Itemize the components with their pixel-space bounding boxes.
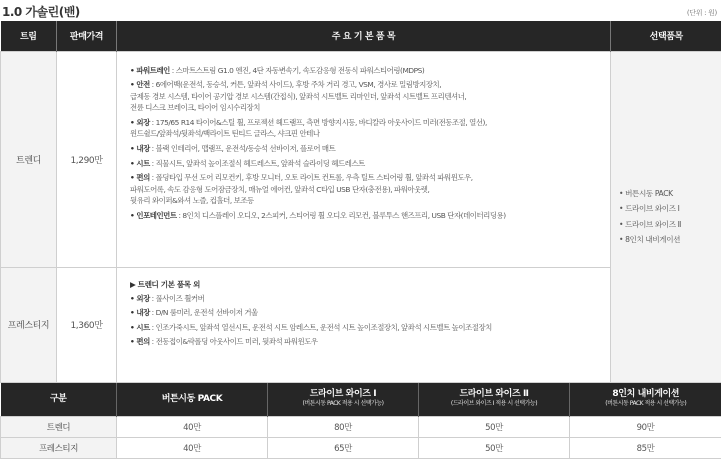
spec-category: • 시트 — [130, 322, 150, 332]
column-header — [570, 383, 721, 416]
column-header-trim: 트림 — [1, 21, 57, 51]
column-header-label: 버튼시동 PACK — [161, 394, 223, 405]
spec-item — [130, 292, 602, 307]
column-header-label: 8인치 내비게이션 — [612, 389, 680, 400]
option-item: • 8인치 내비게이션 — [619, 234, 681, 244]
spec-list — [117, 51, 611, 267]
spec-text: : 폴딩타입 무선 도어 리모컨키, 후방 모니터, 오토 라이트 컨트롤, 우측 틸트 스티어링 휠, 앞좌석 파워윈도우, — [149, 173, 473, 183]
unit-note: (단위 : 원) — [686, 9, 717, 17]
option-price: 80만 — [268, 416, 419, 437]
page-title: 1.0 가솔린(밴) — [2, 5, 80, 19]
spec-category: • 외장 — [130, 117, 150, 127]
option-price: 40만 — [117, 437, 268, 458]
spec-item — [130, 128, 602, 140]
table-header-row — [1, 21, 721, 51]
spec-text: 급제동 경보 시스템, 타이어 공기압 경보 시스템(간접식), 앞좌석 시트벨트 리마인더, 앞좌석 시트벨트 프리텐셔너, — [130, 91, 467, 101]
spec-item — [130, 102, 602, 114]
spec-category: • 내장 — [130, 308, 150, 317]
spec-text: 뒷유리 와이퍼&와셔 노즐, 컵홀더, 보조등 — [130, 196, 254, 206]
spec-item — [130, 306, 602, 321]
spec-category: • 내장 — [130, 144, 150, 154]
spec-text: : 8인치 디스플레이 오디오, 2스피커, 스티어링 휠 오디오 리모컨, 블루투스 핸즈프리, USB 단자(데이터리딩용) — [176, 211, 506, 221]
trim-name: 트렌디 — [1, 416, 117, 437]
option-price-table — [0, 383, 721, 459]
spec-text: : 175/65 R14 타이어&스틸 휠, 프로젝션 헤드램프, 측면 방향지시등, 바디칼라 아웃사이드 미러(전동조절, 열선), — [149, 117, 487, 127]
option-price: 90만 — [570, 416, 721, 437]
spec-list — [117, 267, 611, 382]
spec-category: • 인포테인먼트 — [130, 211, 177, 221]
trim-spec-table — [0, 21, 721, 383]
spec-text: : 인조가죽시트, 앞좌석 열선시트, 운전석 시트 암레스트, 운전석 시트 높이조절장치, 앞좌석 시트벨트 높이조절장치 — [149, 322, 492, 332]
option-item: • 드라이브 와이즈 Ⅱ — [619, 219, 682, 229]
column-header-price: 판매가격 — [57, 21, 117, 51]
table-row-trendy — [1, 51, 721, 267]
spec-text: 파워도어록, 속도 감응형 도어잠금장치, 매뉴얼 에어컨, 앞좌석 C타입 USB 단자(충전용), 파워아웃렛, — [130, 184, 430, 194]
spec-text: : 전동접이&락폴딩 아웃사이드 미러, 뒷좌석 파워윈도우 — [149, 337, 318, 346]
table-row — [1, 416, 721, 437]
spec-text: : D/N 룸미러, 운전석 선바이저 거울 — [149, 308, 258, 317]
spec-category: • 파워트레인 — [130, 65, 170, 75]
column-header-options: 선택품목 — [611, 21, 721, 51]
spec-item — [130, 158, 602, 170]
spec-item — [130, 210, 602, 222]
column-header-label: 드라이브 와이즈 Ⅰ — [309, 389, 377, 400]
column-header-note: (드라이브 와이즈 Ⅰ 적용 시 선택가능) — [450, 400, 538, 408]
spec-item — [130, 172, 602, 184]
spec-item — [130, 143, 602, 155]
spec-text: : 스마트스트림 G1.0 엔진, 4단 자동변속기, 속도감응형 전동식 파워스티어링(MDPS) — [169, 65, 425, 75]
table-header-row — [1, 383, 721, 416]
column-header-note: (버튼시동 PACK 적용 시 선택가능) — [605, 400, 687, 408]
spec-item — [130, 79, 602, 91]
trim-price: 1,360만 — [57, 267, 117, 382]
spec-text: : 직물시트, 앞좌석 높이조절식 헤드레스트, 앞좌석 슬라이딩 헤드레스트 — [149, 158, 365, 168]
column-header — [1, 383, 117, 416]
option-price: 50만 — [419, 437, 570, 458]
spec-category: • 시트 — [130, 158, 150, 168]
column-header-note: (버튼시동 PACK 적용 시 선택가능) — [302, 400, 384, 408]
option-price: 85만 — [570, 437, 721, 458]
spec-text: : 6에어백(운전석, 동승석, 커튼, 앞좌석 사이드), 후방 주차 거리 경고, VSM, 경사로 밀림방지장치, — [149, 80, 442, 90]
spec-item — [130, 117, 602, 129]
option-price: 40만 — [117, 416, 268, 437]
option-price: 50만 — [419, 416, 570, 437]
option-item: • 버튼시동 PACK — [619, 189, 673, 199]
column-header — [419, 383, 570, 416]
spec-text: : 블랙 인테리어, 맵램프, 운전석/동승석 선바이저, 플로어 매트 — [149, 144, 336, 154]
spec-category: • 편의 — [130, 337, 150, 346]
spec-item — [130, 184, 602, 196]
column-header — [117, 383, 268, 416]
trim-price: 1,290만 — [57, 51, 117, 267]
spec-category: • 편의 — [130, 173, 150, 183]
spec-subheading: ▶ 트렌디 기본 품목 외 — [130, 279, 200, 289]
spec-item — [130, 65, 602, 77]
option-item: • 드라이브 와이즈 Ⅰ — [619, 204, 680, 214]
column-header-label: 구분 — [49, 394, 67, 405]
column-header — [268, 383, 419, 416]
spec-item — [130, 195, 602, 207]
table-row — [1, 437, 721, 458]
trim-name: 프레스티지 — [1, 267, 57, 382]
spec-item — [130, 321, 602, 336]
spec-text: 전륜 디스크 브레이크, 타이어 임시수리장치 — [130, 103, 260, 113]
spec-item — [130, 91, 602, 103]
spec-category: • 외장 — [130, 293, 150, 303]
spec-text: 윈드쉴드/앞좌석/뒷좌석/백라이트 틴티드 글라스, 샤크핀 안테나 — [130, 129, 320, 139]
spec-category: • 안전 — [130, 80, 150, 90]
column-header-label: 드라이브 와이즈 Ⅱ — [459, 389, 529, 400]
trim-name: 프레스티지 — [1, 437, 117, 458]
spec-item — [130, 335, 602, 350]
column-header-specs: 주 요 기 본 품 목 — [117, 21, 611, 51]
spec-text: : 풀사이즈 휠커버 — [149, 293, 205, 303]
trim-name: 트렌디 — [1, 51, 57, 267]
option-price: 65만 — [268, 437, 419, 458]
option-list — [611, 51, 721, 382]
